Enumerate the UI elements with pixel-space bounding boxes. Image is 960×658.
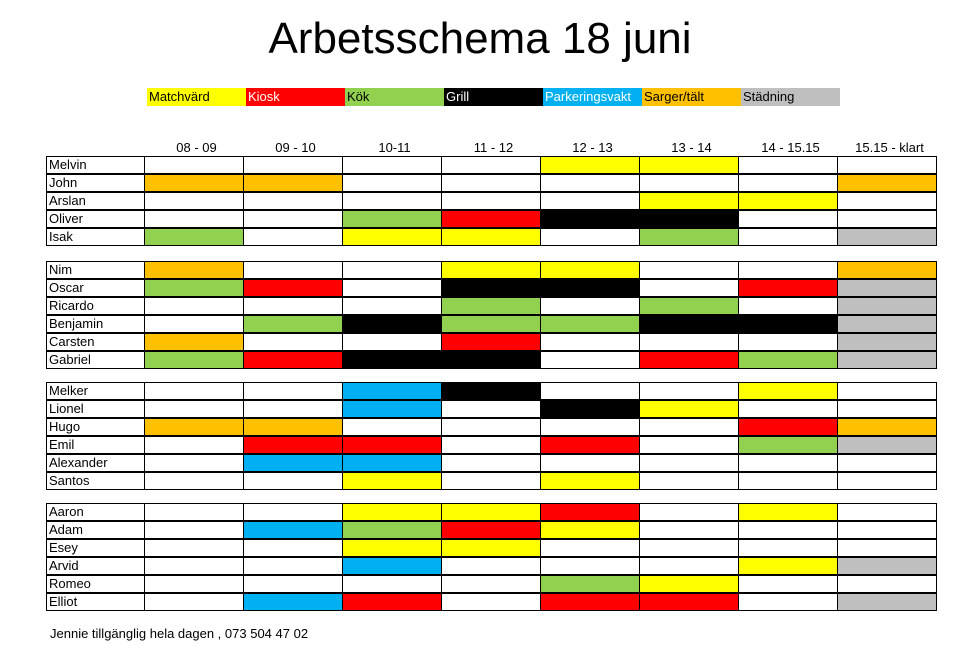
shift-cell-kiosk [739,280,838,296]
shift-cell-empty [244,229,343,245]
shift-cell-matchvard [343,473,442,489]
time-slot-header: 09 - 10 [275,140,316,155]
shift-cell-kok [442,298,541,314]
shift-cell-empty [343,334,442,350]
shift-cell-empty [244,157,343,173]
shift-cell-empty [442,558,541,574]
table-row [47,594,936,610]
shift-cell-empty [739,229,838,245]
shift-cell-empty [145,401,244,417]
shift-cell-parkering [343,401,442,417]
shift-cell-empty [244,504,343,520]
legend-item-sarger: Sarger/tält [642,88,741,106]
shift-cell-stadning [838,334,936,350]
shift-cell-empty [838,157,936,173]
shift-cell-parkering [244,455,343,471]
shift-cell-empty [640,473,739,489]
shift-cell-sarger [838,262,936,278]
shift-cell-empty [739,522,838,538]
shift-cell-sarger [145,419,244,435]
shift-cell-empty [541,193,640,209]
shift-cell-stadning [838,298,936,314]
shift-cell-empty [838,193,936,209]
legend-item-kiosk: Kiosk [246,88,345,106]
shift-cell-empty [640,383,739,399]
shift-cell-empty [541,558,640,574]
shift-cell-empty [640,540,739,556]
shift-cell-empty [145,383,244,399]
shift-cell-empty [442,576,541,592]
table-row [47,437,936,455]
shift-cell-empty [442,419,541,435]
shift-cell-sarger [838,175,936,191]
shift-cell-matchvard [541,522,640,538]
schedule-group [46,261,937,369]
shift-cell-grill [739,316,838,332]
time-slot-header: 14 - 15.15 [761,140,820,155]
shift-cell-kiosk [442,334,541,350]
shift-cell-stadning [838,558,936,574]
shift-cell-matchvard [739,504,838,520]
person-name: Gabriel [47,352,145,368]
shift-cell-empty [838,540,936,556]
shift-cell-kiosk [442,522,541,538]
shift-cell-stadning [838,594,936,610]
shift-cell-kok [739,437,838,453]
shift-cell-empty [244,540,343,556]
shift-cell-matchvard [541,157,640,173]
shift-cell-empty [343,280,442,296]
table-row [47,576,936,594]
shift-cell-empty [739,473,838,489]
shift-cell-sarger [838,419,936,435]
time-slot-headers [147,140,939,155]
person-name: Lionel [47,401,145,417]
shift-cell-empty [541,298,640,314]
shift-cell-empty [739,175,838,191]
shift-cell-empty [640,455,739,471]
shift-cell-grill [343,352,442,368]
shift-cell-grill [442,352,541,368]
table-row [47,473,936,489]
shift-cell-grill [541,280,640,296]
shift-cell-empty [640,522,739,538]
shift-cell-kiosk [343,594,442,610]
shift-cell-empty [343,157,442,173]
shift-cell-empty [145,558,244,574]
shift-cell-empty [145,504,244,520]
person-name: Alexander [47,455,145,471]
person-name: Adam [47,522,145,538]
legend-item-stadning: Städning [741,88,840,106]
schedule-group [46,156,937,246]
shift-cell-empty [343,193,442,209]
shift-cell-matchvard [640,401,739,417]
shift-cell-empty [343,419,442,435]
person-name: Romeo [47,576,145,592]
shift-cell-empty [244,298,343,314]
shift-cell-empty [838,504,936,520]
shift-cell-matchvard [739,558,838,574]
legend [147,88,840,106]
shift-cell-empty [343,262,442,278]
shift-cell-matchvard [442,229,541,245]
shift-cell-kok [640,229,739,245]
shift-cell-empty [244,193,343,209]
table-row [47,229,936,245]
shift-cell-empty [244,401,343,417]
person-name: Carsten [47,334,145,350]
shift-cell-stadning [838,229,936,245]
shift-cell-empty [838,455,936,471]
person-name: Arslan [47,193,145,209]
shift-cell-empty [739,594,838,610]
shift-cell-empty [541,455,640,471]
shift-cell-kiosk [640,594,739,610]
shift-cell-empty [244,211,343,227]
shift-cell-empty [640,419,739,435]
shift-cell-empty [145,455,244,471]
shift-cell-matchvard [343,504,442,520]
shift-cell-empty [145,193,244,209]
person-name: Oscar [47,280,145,296]
shift-cell-empty [739,262,838,278]
shift-cell-empty [145,211,244,227]
shift-cell-empty [541,419,640,435]
shift-cell-matchvard [541,473,640,489]
shift-cell-empty [838,211,936,227]
person-name: Melker [47,383,145,399]
shift-cell-empty [145,522,244,538]
time-slot-header: 13 - 14 [671,140,712,155]
shift-cell-matchvard [343,229,442,245]
table-row [47,352,936,368]
person-name: Nim [47,262,145,278]
shift-cell-empty [343,298,442,314]
shift-cell-kok [145,280,244,296]
shift-cell-empty [640,437,739,453]
table-row [47,298,936,316]
time-slot-header: 10-11 [378,140,411,155]
shift-cell-empty [442,473,541,489]
person-name: Hugo [47,419,145,435]
shift-cell-sarger [145,175,244,191]
legend-item-grill: Grill [444,88,543,106]
shift-cell-parkering [343,383,442,399]
shift-cell-parkering [343,558,442,574]
shift-cell-grill [640,211,739,227]
shift-cell-sarger [244,175,343,191]
shift-cell-empty [640,175,739,191]
time-slot-header: 08 - 09 [176,140,217,155]
shift-cell-grill [541,211,640,227]
table-row [47,401,936,419]
shift-cell-empty [541,383,640,399]
person-name: Melvin [47,157,145,173]
shift-cell-kiosk [640,352,739,368]
legend-item-parkering: Parkeringsvakt [543,88,642,106]
time-slot-header: 15.15 - klart [855,140,924,155]
shift-cell-empty [541,229,640,245]
table-row [47,211,936,229]
shift-cell-kiosk [541,504,640,520]
shift-cell-kiosk [244,280,343,296]
shift-cell-empty [145,157,244,173]
shift-cell-empty [739,211,838,227]
shift-cell-empty [442,437,541,453]
page-title: Arbetsschema 18 juni [268,14,692,63]
table-row [47,419,936,437]
shift-cell-kok [145,229,244,245]
shift-cell-empty [838,401,936,417]
shift-cell-empty [739,334,838,350]
shift-cell-empty [541,540,640,556]
shift-cell-empty [442,175,541,191]
shift-cell-empty [244,576,343,592]
shift-cell-empty [739,298,838,314]
shift-cell-empty [244,383,343,399]
shift-cell-empty [442,594,541,610]
shift-cell-sarger [244,419,343,435]
shift-cell-kiosk [739,419,838,435]
shift-cell-empty [145,594,244,610]
shift-cell-empty [640,334,739,350]
shift-cell-matchvard [442,262,541,278]
shift-cell-empty [838,473,936,489]
shift-cell-kok [739,352,838,368]
person-name: Arvid [47,558,145,574]
schedule-group [46,503,937,611]
shift-cell-empty [145,473,244,489]
shift-cell-grill [442,280,541,296]
shift-cell-matchvard [739,193,838,209]
shift-cell-matchvard [343,540,442,556]
shift-cell-parkering [244,594,343,610]
table-row [47,193,936,211]
table-row [47,175,936,193]
shift-cell-grill [541,401,640,417]
time-slot-header: 11 - 12 [473,140,514,155]
shift-cell-empty [640,280,739,296]
shift-cell-matchvard [640,576,739,592]
shift-cell-empty [739,157,838,173]
shift-cell-empty [442,401,541,417]
shift-cell-empty [838,522,936,538]
person-name: Isak [47,229,145,245]
shift-cell-empty [541,352,640,368]
shift-cell-stadning [838,352,936,368]
shift-cell-stadning [838,280,936,296]
table-row [47,383,936,401]
table-row [47,334,936,352]
shift-cell-empty [244,262,343,278]
shift-cell-kok [442,316,541,332]
shift-cell-kiosk [244,352,343,368]
shift-cell-empty [541,175,640,191]
shift-cell-kok [640,298,739,314]
shift-cell-grill [343,316,442,332]
person-name: Benjamin [47,316,145,332]
shift-cell-sarger [145,262,244,278]
table-row [47,455,936,473]
shift-cell-empty [343,175,442,191]
shift-cell-matchvard [640,157,739,173]
table-row [47,504,936,522]
shift-cell-kok [145,352,244,368]
person-name: Santos [47,473,145,489]
shift-cell-kiosk [541,437,640,453]
shift-cell-matchvard [442,504,541,520]
footnote: Jennie tillgänglig hela dagen , 073 504 47 02 [50,626,309,641]
table-row [47,280,936,298]
shift-cell-grill [442,383,541,399]
shift-cell-empty [739,576,838,592]
table-row [47,522,936,540]
shift-cell-empty [640,504,739,520]
shift-cell-stadning [838,316,936,332]
shift-cell-kiosk [244,437,343,453]
table-row [47,540,936,558]
shift-cell-kiosk [442,211,541,227]
shift-cell-kok [541,316,640,332]
shift-cell-empty [244,558,343,574]
table-row [47,157,936,175]
shift-cell-empty [838,383,936,399]
shift-cell-stadning [838,437,936,453]
shift-cell-kok [343,211,442,227]
table-row [47,262,936,280]
shift-cell-matchvard [442,540,541,556]
shift-cell-kok [541,576,640,592]
shift-cell-matchvard [640,193,739,209]
shift-cell-empty [145,540,244,556]
shift-cell-kiosk [343,437,442,453]
person-name: Aaron [47,504,145,520]
shift-cell-empty [244,334,343,350]
table-row [47,316,936,334]
shift-cell-parkering [244,522,343,538]
shift-cell-empty [145,576,244,592]
shift-cell-empty [640,558,739,574]
person-name: John [47,175,145,191]
shift-cell-empty [343,576,442,592]
person-name: Esey [47,540,145,556]
shift-cell-kiosk [541,594,640,610]
time-slot-header: 12 - 13 [572,140,613,155]
shift-cell-empty [739,540,838,556]
shift-cell-sarger [145,334,244,350]
shift-cell-empty [145,316,244,332]
shift-cell-empty [838,576,936,592]
legend-item-kok: Kök [345,88,444,106]
legend-item-matchvard: Matchvärd [147,88,246,106]
shift-cell-empty [442,455,541,471]
shift-cell-empty [145,437,244,453]
shift-cell-empty [640,262,739,278]
person-name: Ricardo [47,298,145,314]
shift-cell-empty [541,334,640,350]
shift-cell-empty [244,473,343,489]
shift-cell-grill [640,316,739,332]
shift-cell-matchvard [739,383,838,399]
person-name: Elliot [47,594,145,610]
shift-cell-empty [739,455,838,471]
person-name: Oliver [47,211,145,227]
shift-cell-empty [442,157,541,173]
shift-cell-matchvard [541,262,640,278]
person-name: Emil [47,437,145,453]
shift-cell-empty [739,401,838,417]
shift-cell-kok [244,316,343,332]
schedule-group [46,382,937,490]
shift-cell-empty [442,193,541,209]
shift-cell-parkering [343,455,442,471]
shift-cell-kok [343,522,442,538]
table-row [47,558,936,576]
shift-cell-empty [145,298,244,314]
